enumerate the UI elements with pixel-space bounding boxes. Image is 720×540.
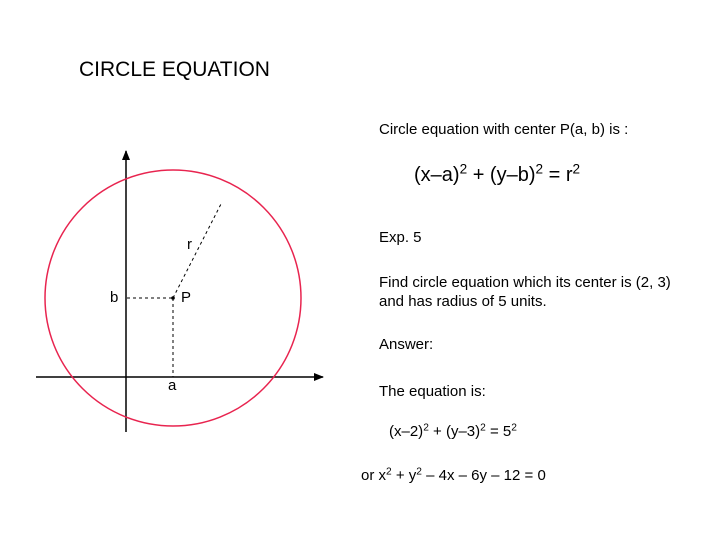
eq-exponent: 2: [572, 161, 581, 177]
b-label: b: [110, 289, 119, 306]
eq-term: (x–2): [389, 423, 424, 440]
radius-label: r: [187, 236, 192, 253]
eq-exponent: 2: [535, 161, 544, 177]
eq-term: – 4x – 6y – 12 = 0: [421, 467, 546, 484]
expanded-equation: [361, 467, 546, 485]
center-label: P: [181, 289, 192, 306]
radius-line: [173, 204, 221, 298]
general-equation: [414, 163, 580, 187]
center-point: [171, 296, 175, 300]
eq-exponent: 2: [511, 422, 517, 434]
eq-term: or x: [361, 467, 387, 484]
eq-exponent: 2: [480, 422, 486, 434]
a-label: a: [168, 377, 177, 394]
solution-equation: [389, 423, 517, 441]
eq-term: (x–a): [414, 164, 460, 186]
example-label: Exp. 5: [379, 229, 422, 246]
eq-term: + (y–3): [428, 423, 481, 440]
eq-term: = r: [543, 164, 573, 186]
problem-text: Find circle equation which its center is (2, 3) and has radius of 5 units.: [379, 274, 671, 310]
eq-term: + y: [391, 467, 417, 484]
eq-exponent: 2: [423, 422, 429, 434]
answer-label: Answer:: [379, 336, 434, 353]
eq-exponent: 2: [459, 161, 468, 177]
equation-is-text: The equation is:: [379, 383, 486, 400]
eq-term: + (y–b): [467, 164, 536, 186]
eq-term: = 5: [485, 423, 512, 440]
eq-exponent: 2: [386, 466, 392, 478]
page-title: CIRCLE EQUATION: [79, 58, 270, 81]
intro-text: Circle equation with center P(a, b) is :: [379, 121, 629, 138]
eq-exponent: 2: [416, 466, 422, 478]
